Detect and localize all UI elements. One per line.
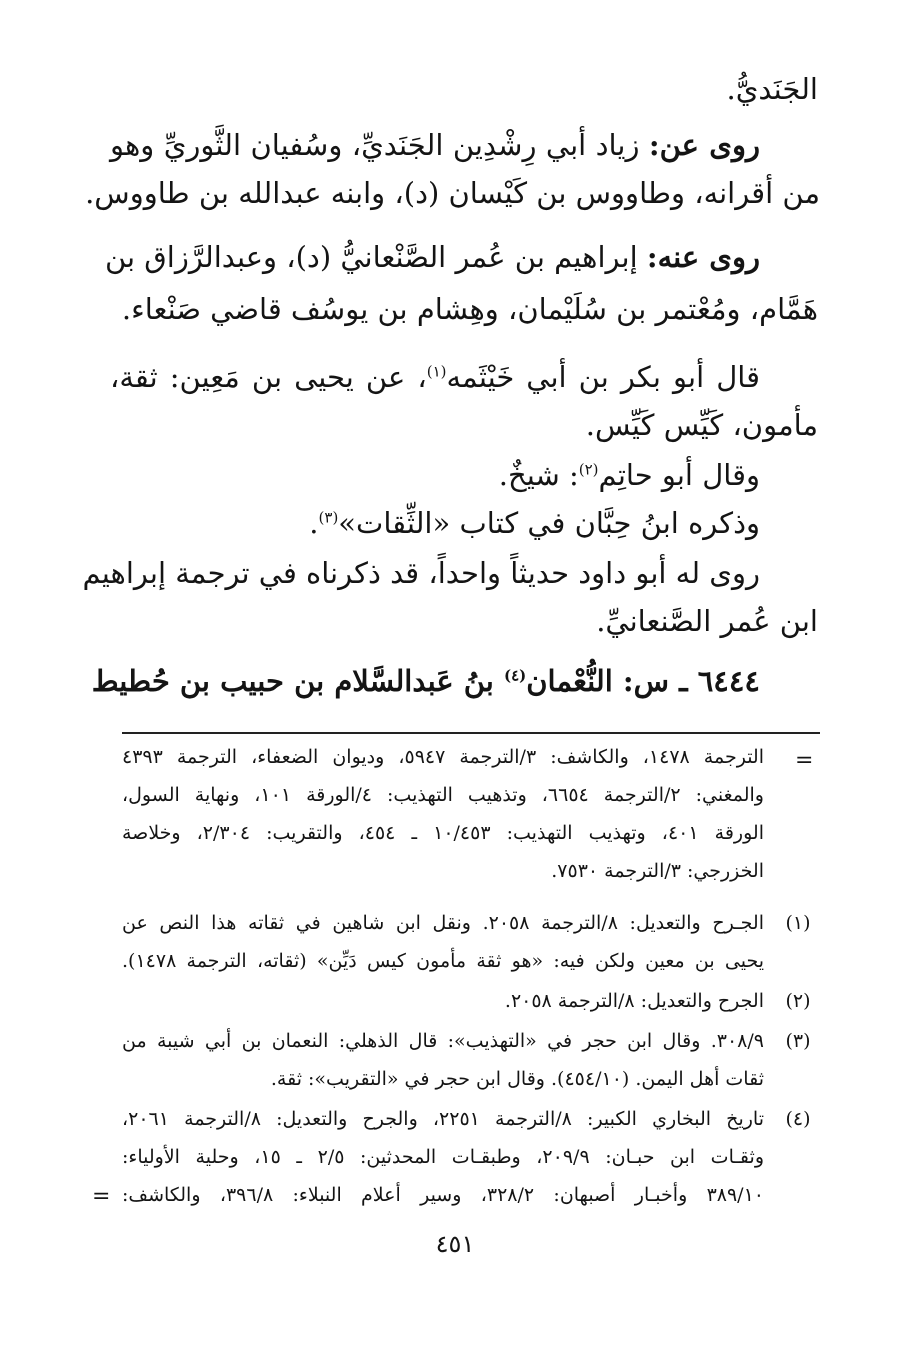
continuation-line-4: الخزرجي: ٣/الترجمة ٧٥٣٠. — [551, 860, 764, 882]
footnote-ref-2: (٢) — [578, 460, 599, 479]
rawa-anhu-label: روى عنه: — [646, 240, 760, 274]
footnote-1-line-2: يحيى بن معين ولكن فيه: «هو ثقة مأمون كيس دَيِّن» (ثقاته، الترجمة ١٤٧٨). — [122, 950, 764, 972]
end-continuation-mark: = — [92, 1184, 111, 1209]
footnote-1-line-1: الجـرح والتعديل: ٨/الترجمة ٢٠٥٨. ونقل ابن شاهين في ثقاته هذا النص عن — [122, 912, 764, 934]
rawa-an-label: روى عن: — [648, 128, 761, 162]
rawa-anhu-line-2: هَمَّام، ومُعْتمر بن سُلَيْمان، وهِشام بن يوسُف قاضي صَنْعاء. — [121, 292, 818, 326]
abu-dawud-line-1: روى له أبو داود حديثاً واحداً، قد ذكرناه في ترجمة إبراهيم — [82, 556, 760, 590]
footnote-3-number: (٣) — [785, 1030, 811, 1052]
continuation-line-2: والمغني: ٢/الترجمة ٦٦٥٤، وتذهيب التهذيب: ٤/الورقة ١٠١، ونهاية السول، — [122, 784, 764, 806]
abu-hatim-line: وقال أبو حاتِم$^{(٢)}$: شيخٌ. — [498, 458, 760, 492]
footnote-divider — [122, 732, 820, 734]
page-number: ٤٥١ — [435, 1230, 475, 1258]
footnote-4-line-3: ٣٨٩/١٠ وأخبـار أصبهان: ٣٢٨/٢، وسير أعلام النبلاء: ٣٩٦/٨، والكاشف: — [122, 1184, 764, 1206]
ibn-hibban-line: وذكره ابنُ حِبَّان في كتاب «الثِّقات»$^{(٣)}$. — [309, 506, 760, 540]
entry-heading-6444: ٦٤٤٤ ـ س: النُّعْمان$^{(٤)}$ بنُ عَبدالسَّلام بن حبيب بن حُطيط — [91, 664, 760, 698]
rawa-an-line-2: من أقرانه، وطاووس بن كَيْسان (د)، وابنه عبدالله بن طاووس. — [85, 176, 820, 210]
footnote-4-number: (٤) — [785, 1108, 811, 1130]
abu-bakr-line-1: قال أبو بكر بن أبي خَيْثَمه$^{(١)}$، عن يحيى بن مَعِين: ثقة، — [110, 360, 760, 394]
text-line-1: الجَنَديُّ. — [726, 72, 818, 106]
continuation-line-1: الترجمة ١٤٧٨، والكاشف: ٣/الترجمة ٥٩٤٧، وديوان الضعفاء، الترجمة ٤٣٩٣ — [122, 746, 764, 768]
continuation-line-3: الورقة ٤٠١، وتهذيب التهذيب: ١٠/٤٥٣ ـ ٤٥٤، والتقريب: ٢/٣٠٤، وخلاصة — [122, 822, 764, 844]
rawa-anhu-line-1: روى عنه: إبراهيم بن عُمر الصَّنْعانيُّ (د)، وعبدالرَّزاق بن — [104, 240, 760, 274]
footnote-4-line-1: تاريخ البخاري الكبير: ٨/الترجمة ٢٢٥١، والجرح والتعديل: ٨/الترجمة ٢٠٦١، — [122, 1108, 764, 1130]
abu-bakr-line-2: مأمون، كَيِّس كَيِّس. — [585, 408, 818, 442]
footnote-1-number: (١) — [785, 912, 811, 934]
footnote-2-number: (٢) — [785, 990, 811, 1012]
footnote-ref-1: (١) — [426, 362, 447, 381]
abu-dawud-line-2: ابن عُمر الصَّنعانيِّ. — [596, 604, 818, 638]
footnote-3-line-2: ثقات أهل اليمن. (٤٥٤/١٠). وقال ابن حجر في «التقريب»: ثقة. — [270, 1068, 764, 1090]
footnote-4-line-2: وثقـات ابن حبـان: ٢٠٩/٩، وطبقـات المحدثين: ٢/٥ ـ ١٥، وحلية الأولياء: — [122, 1146, 764, 1168]
continuation-mark: = — [795, 748, 814, 773]
footnote-ref-3: (٣) — [318, 508, 339, 527]
footnote-3-line-1: ٣٠٨/٩. وقال ابن حجر في «التهذيب»: قال الذهلي: النعمان بن أبي شيبة من — [122, 1030, 764, 1052]
rawa-an-line-1: روى عن: زياد أبي رِشْدِين الجَنَديِّ، وسُفيان الثَّوريِّ وهو — [110, 128, 761, 162]
footnote-ref-4: (٤) — [503, 666, 527, 685]
footnote-2-line-1: الجرح والتعديل: ٨/الترجمة ٢٠٥٨. — [504, 990, 764, 1012]
